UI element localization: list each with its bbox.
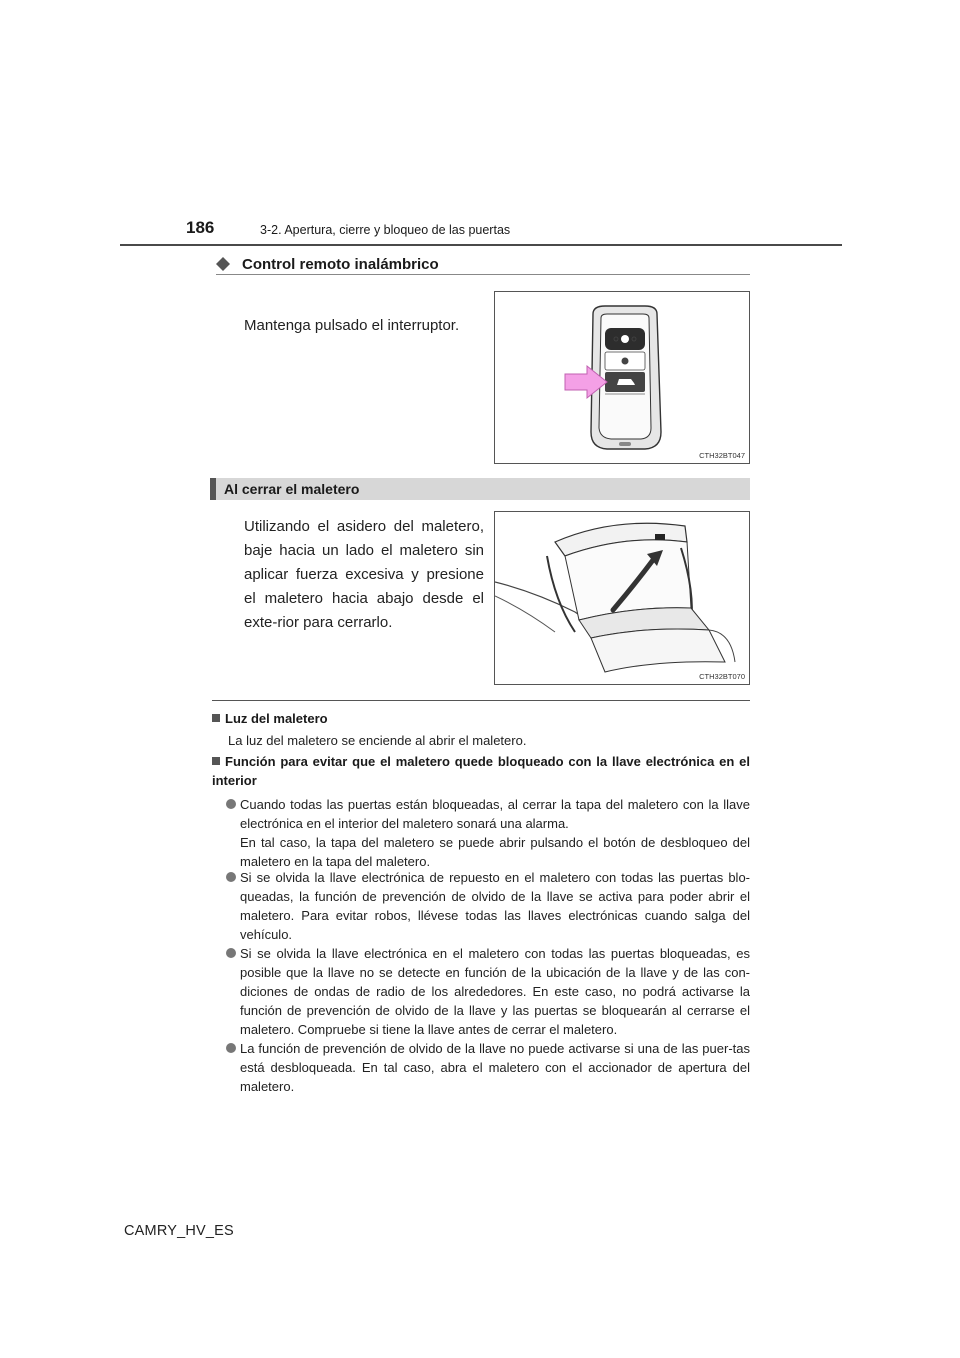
figure-code: CTH32BT047 bbox=[699, 451, 745, 460]
figure-code: CTH32BT070 bbox=[699, 672, 745, 681]
manual-code: CAMRY_HV_ES bbox=[124, 1223, 234, 1239]
note-heading-light: Luz del maletero bbox=[212, 709, 750, 728]
key-fob-illustration bbox=[495, 292, 751, 465]
section-title: 3-2. Apertura, cierre y bloqueo de las puertas bbox=[260, 223, 511, 237]
round-bullet-icon bbox=[226, 1043, 236, 1053]
page-number: 186 bbox=[186, 218, 215, 237]
square-bullet-icon bbox=[212, 757, 220, 765]
header-rule bbox=[120, 244, 842, 246]
unlock-icon bbox=[622, 358, 629, 365]
closing-instruction: Utilizando el asidero del maletero, baje hacia un lado el maletero sin aplicar fuerza excesiva y presione el maletero hacia abajo desde el exte-rior para cerrarlo. bbox=[244, 518, 484, 631]
lock-icon bbox=[621, 335, 629, 343]
banner-bar bbox=[210, 478, 216, 500]
trunk-illustration bbox=[495, 512, 751, 686]
subsection-title: Control remoto inalámbrico bbox=[242, 256, 439, 273]
round-bullet-icon bbox=[226, 799, 236, 809]
round-bullet-icon bbox=[226, 872, 236, 882]
note-body-light: La luz del maletero se enciende al abrir el maletero. bbox=[228, 733, 527, 748]
diamond-icon bbox=[216, 257, 230, 271]
banner-title: Al cerrar el maletero bbox=[224, 481, 360, 497]
note-heading-lock: Función para evitar que el maletero quede bloqueado con la llave electrónica en el interior bbox=[212, 754, 750, 788]
key-fob-figure bbox=[494, 291, 750, 464]
notes-rule bbox=[212, 700, 750, 701]
square-bullet-icon bbox=[212, 714, 220, 722]
trunk-figure bbox=[494, 511, 750, 685]
round-bullet-icon bbox=[226, 948, 236, 958]
remote-instruction: Mantenga pulsado el interruptor. bbox=[244, 317, 460, 334]
section-banner bbox=[210, 478, 750, 500]
subsection-remote bbox=[216, 255, 750, 275]
